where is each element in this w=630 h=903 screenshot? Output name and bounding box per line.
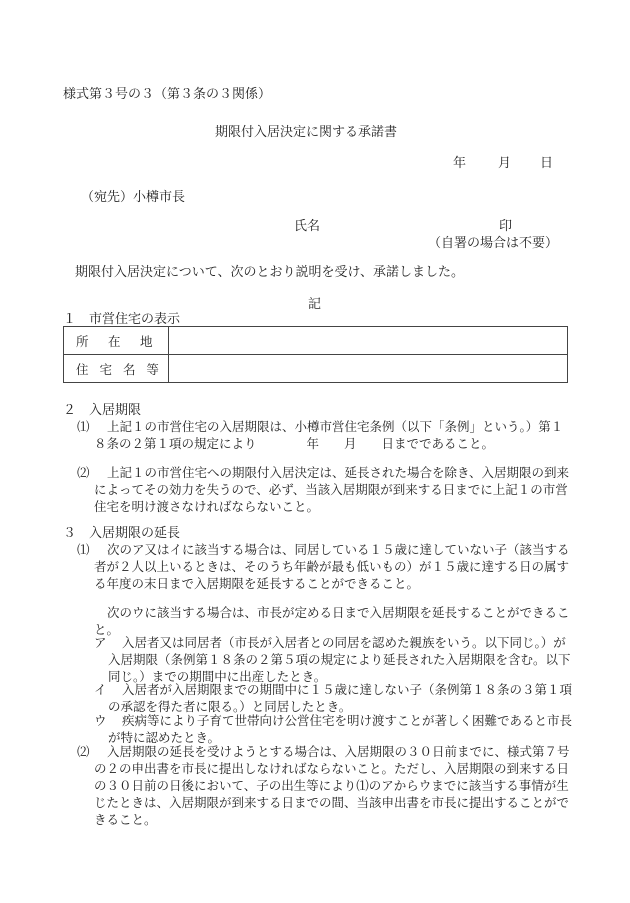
section3-item2-text: 入居期限の延長を受けようとする場合は、入居期限の３０日前までに、様式第７号の２の申出書を市長に提出しなければならないこと。ただし、入居期限の到来する日の３０日前の日後において、子の出生等により⑴のアからウまでに該当する事情が生じたときは、入居期限が到来する日までの間、当該申出書を市長に提出することができること。: [94, 744, 570, 827]
location-value: [169, 327, 568, 355]
housing-table: [63, 326, 568, 383]
date-month: 月: [498, 156, 512, 171]
section2-item1-text: 上記１の市営住宅の入居期限は、小樽市営住宅条例（以下「条例」という。）第１８条の２第１項の規定により 年 月 日までであること。: [94, 419, 564, 451]
section3-heading: ３ 入居期限の延長: [63, 526, 181, 541]
section2-item2-number: ⑵: [77, 465, 90, 480]
section2-heading: ２ 入居期限: [63, 403, 142, 418]
section2-item2-text: 上記１の市営住宅への期限付入居決定は、延長された場合を除き、入居期限の到来によってその効力を失うので、必ず、当該入居期限が到来する日までに上記１の市営住宅を明け渡さなければならないこと。: [94, 465, 570, 514]
seal-mark: 印: [499, 219, 513, 234]
section1-heading: １ 市営住宅の表示: [63, 312, 181, 327]
sub-item-u-mark: ウ: [94, 713, 107, 728]
section3-item1-text: 次のア又はイに該当する場合は、同居している１５歳に達していない子（該当する者が２人以上いるときは、そのうち年齢が最も低いもの）が１５歳に達する日の属する年度の末日まで入居期限を延長することができること。: [94, 542, 570, 591]
signature-note: （自署の場合は不要）: [428, 236, 559, 251]
addressee: （宛先）小樽市長: [81, 190, 186, 205]
document-title: 期限付入居決定に関する承諾書: [215, 125, 398, 140]
section3-item1-number: ⑴: [77, 542, 90, 557]
date-year: 年: [453, 156, 467, 171]
form-label: 様式第３号の３（第３条の３関係）: [63, 87, 272, 102]
location-label: 所 在 地: [64, 327, 169, 355]
housing-name-value: [169, 355, 568, 383]
table-row: [64, 355, 568, 383]
sub-item-u-text: 疾病等により子育て世帯向け公営住宅を明け渡すことが著しく困難であると市長が特に認めたとき。: [108, 713, 573, 745]
name-label: 氏名: [294, 219, 321, 234]
ki-heading: 記: [308, 297, 322, 312]
sub-item-a-text: 入居者又は同居者（市長が入居者との同居を認めた親族をいう。以下同じ。）が入居期限（条例第１８条の２第５項の規定により延長された入居期限を含む。以下同じ。）までの期間中に出産したとき。: [108, 635, 571, 684]
sub-item-i-text: 入居者が入居期限までの期間中に１５歳に達しない子（条例第１８条の３第１項の承認を得た者に限る。）と同居したとき。: [108, 682, 573, 714]
section3-item2-number: ⑵: [77, 744, 90, 759]
date-day: 日: [540, 156, 554, 171]
table-row: [64, 327, 568, 355]
section3-item1-text2: 次のウに該当する場合は、市長が定める日まで入居期限を延長することができること。: [94, 605, 570, 637]
housing-name-label: 住 宅 名 等: [64, 355, 169, 383]
sub-item-i-mark: イ: [94, 682, 107, 697]
sub-item-a-mark: ア: [94, 635, 107, 650]
section2-item1-number: ⑴: [77, 419, 90, 434]
intro-statement: 期限付入居決定について、次のとおり説明を受け、承諾しました。: [75, 265, 464, 280]
